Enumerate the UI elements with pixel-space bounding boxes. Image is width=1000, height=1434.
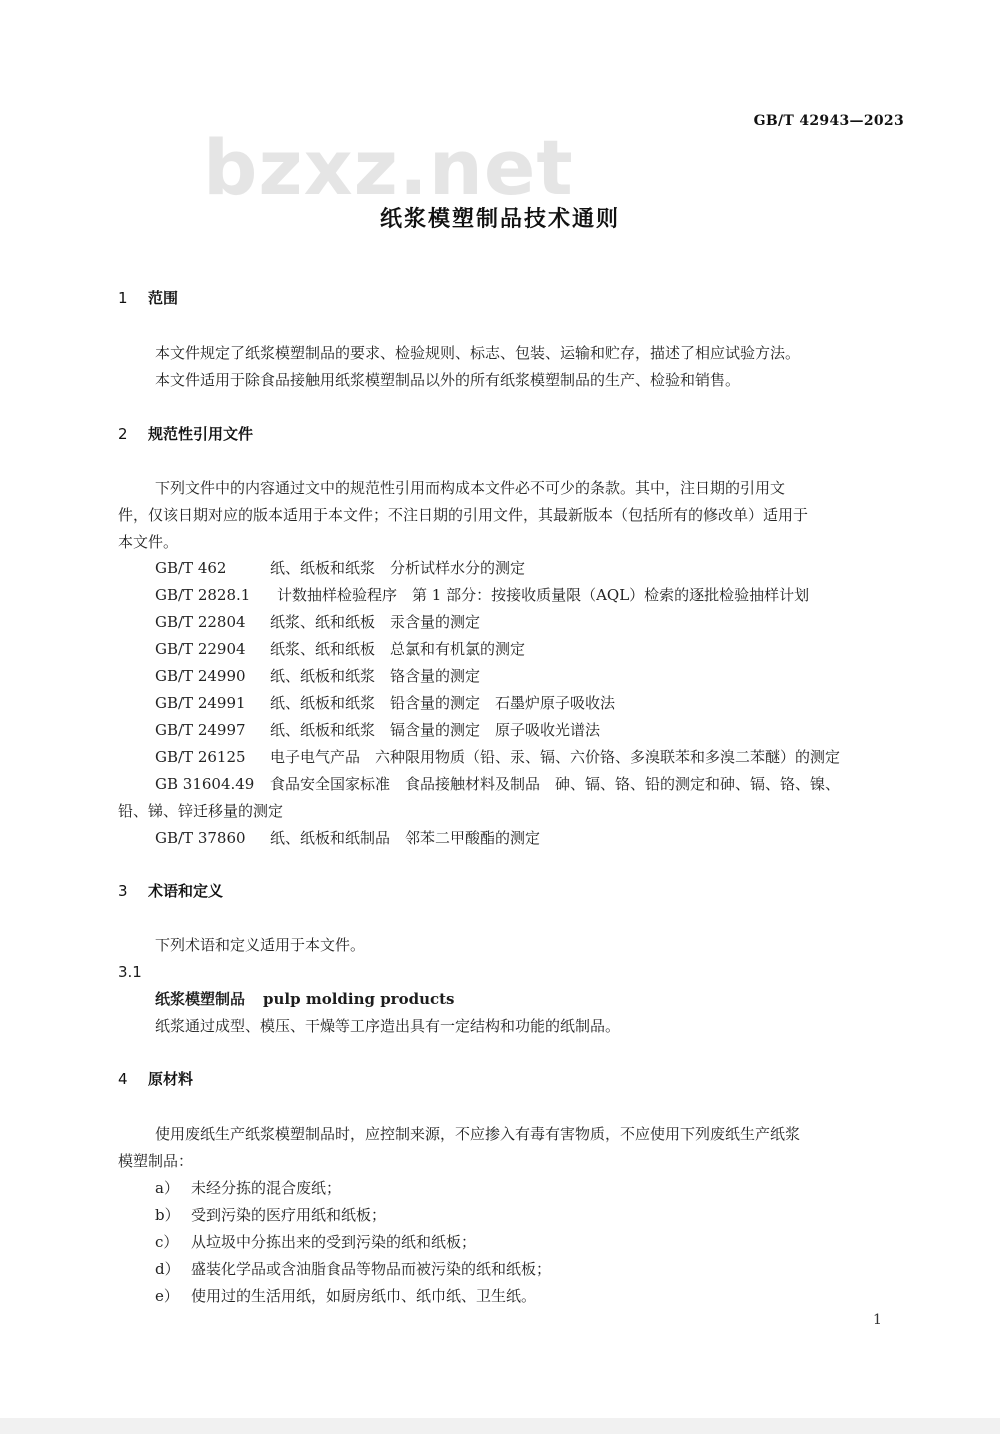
reference-code: GB/T 22804 [155,613,246,631]
section-number: 3 [118,882,128,900]
reference-item [155,585,809,605]
section-number: 1 [118,289,128,307]
reference-item [155,558,525,578]
section-2-heading [118,424,253,444]
reference-item [155,693,615,713]
reference-item [155,666,480,686]
paragraph: 下列术语和定义适用于本文件。 [155,936,366,954]
list-text: 使用过的生活用纸，如厨房纸巾、纸巾纸、卫生纸。 [191,1287,537,1305]
section-title: 术语和定义 [148,882,224,900]
list-item [155,1205,386,1225]
list-text: 未经分拣的混合废纸； [191,1179,342,1197]
reference-continuation: 铅、锑、锌迁移量的测定 [118,802,284,820]
reference-code: GB/T 26125 [155,748,246,766]
watermark: bzxz.net [203,123,574,212]
reference-title: 纸、纸板和纸浆 铅含量的测定 石墨炉原子吸收法 [270,694,616,712]
page-number: 1 [873,1312,882,1328]
term-definition: 纸浆通过成型、模压、干燥等工序造出具有一定结构和功能的纸制品。 [155,1017,621,1035]
reference-title: 电子电气产品 六种限用物质（铅、汞、镉、六价铬、多溴联苯和多溴二苯醚）的测定 [270,748,841,766]
section-title: 原材料 [148,1070,194,1088]
list-label: e） [155,1287,179,1305]
reference-code: GB 31604.49 [155,775,255,793]
reference-item [155,720,600,740]
list-label: b） [155,1206,180,1224]
term-entry [155,989,455,1009]
reference-item [155,828,540,848]
section-1-heading [118,288,178,308]
list-item [155,1259,551,1279]
paragraph: 本文件适用于除食品接触用纸浆模塑制品以外的所有纸浆模塑制品的生产、检验和销售。 [155,371,741,389]
list-label: a） [155,1179,179,1197]
section-3-heading [118,881,223,901]
reference-code: GB/T 22904 [155,640,246,658]
list-item [155,1178,341,1198]
reference-item [155,612,480,632]
list-text: 受到污染的医疗用纸和纸板； [191,1206,387,1224]
term-name-zh: 纸浆模塑制品 [155,990,246,1008]
standard-code: GB/T 42943—2023 [753,113,904,129]
list-item [155,1232,476,1252]
paragraph-line: 本文件。 [118,533,179,551]
list-text: 盛装化学品或含油脂食品等物品而被污染的纸和纸板； [191,1260,552,1278]
document-title: 纸浆模塑制品技术通则 [379,207,620,232]
reference-code: GB/T 2828.1 [155,586,251,604]
reference-title: 纸、纸板和纸制品 邻苯二甲酸酯的测定 [270,829,541,847]
list-label: d） [155,1260,180,1278]
section-title: 范围 [148,289,179,307]
reference-title: 纸浆、纸和纸板 总氯和有机氯的测定 [270,640,526,658]
reference-code: GB/T 37860 [155,829,246,847]
list-label: c） [155,1233,179,1251]
paragraph-line: 使用废纸生产纸浆模塑制品时，应控制来源，不应掺入有毒有害物质，不应使用下列废纸生产纸浆 [155,1125,801,1143]
reference-item [155,747,840,767]
section-title: 规范性引用文件 [148,425,254,443]
paragraph-line: 模塑制品： [118,1152,194,1170]
term-name-en: pulp molding products [263,990,455,1008]
section-number: 2 [118,425,128,443]
term-number: 3.1 [118,963,142,981]
reference-title: 纸、纸板和纸浆 分析试样水分的测定 [270,559,526,577]
reference-code: GB/T 24990 [155,667,246,685]
reference-code: GB/T 24991 [155,694,246,712]
reference-title: 食品安全国家标准 食品接触材料及制品 砷、镉、铬、铅的测定和砷、镉、铬、镍、 [270,775,841,793]
reference-code: GB/T 24997 [155,721,246,739]
reference-title: 纸、纸板和纸浆 铬含量的测定 [270,667,481,685]
list-item [155,1286,536,1306]
section-number: 4 [118,1070,128,1088]
list-text: 从垃圾中分拣出来的受到污染的纸和纸板； [191,1233,477,1251]
viewer-bottom-bar [0,1418,1000,1434]
reference-item [155,639,525,659]
reference-code: GB/T 462 [155,559,227,577]
reference-title: 纸、纸板和纸浆 镉含量的测定 原子吸收光谱法 [270,721,601,739]
paragraph: 本文件规定了纸浆模塑制品的要求、检验规则、标志、包装、运输和贮存，描述了相应试验方法。 [155,344,801,362]
reference-item [155,774,840,794]
reference-title: 计数抽样检验程序 第 1 部分：按接收质量限（AQL）检索的逐批检验抽样计划 [277,586,810,604]
reference-title: 纸浆、纸和纸板 汞含量的测定 [270,613,481,631]
paragraph-line: 件，仅该日期对应的版本适用于本文件；不注日期的引用文件，其最新版本（包括所有的修改单）适用于 [118,506,809,524]
paragraph-line: 下列文件中的内容通过文中的规范性引用而构成本文件必不可少的条款。其中，注日期的引用文 [155,479,786,497]
section-4-heading [118,1069,193,1089]
